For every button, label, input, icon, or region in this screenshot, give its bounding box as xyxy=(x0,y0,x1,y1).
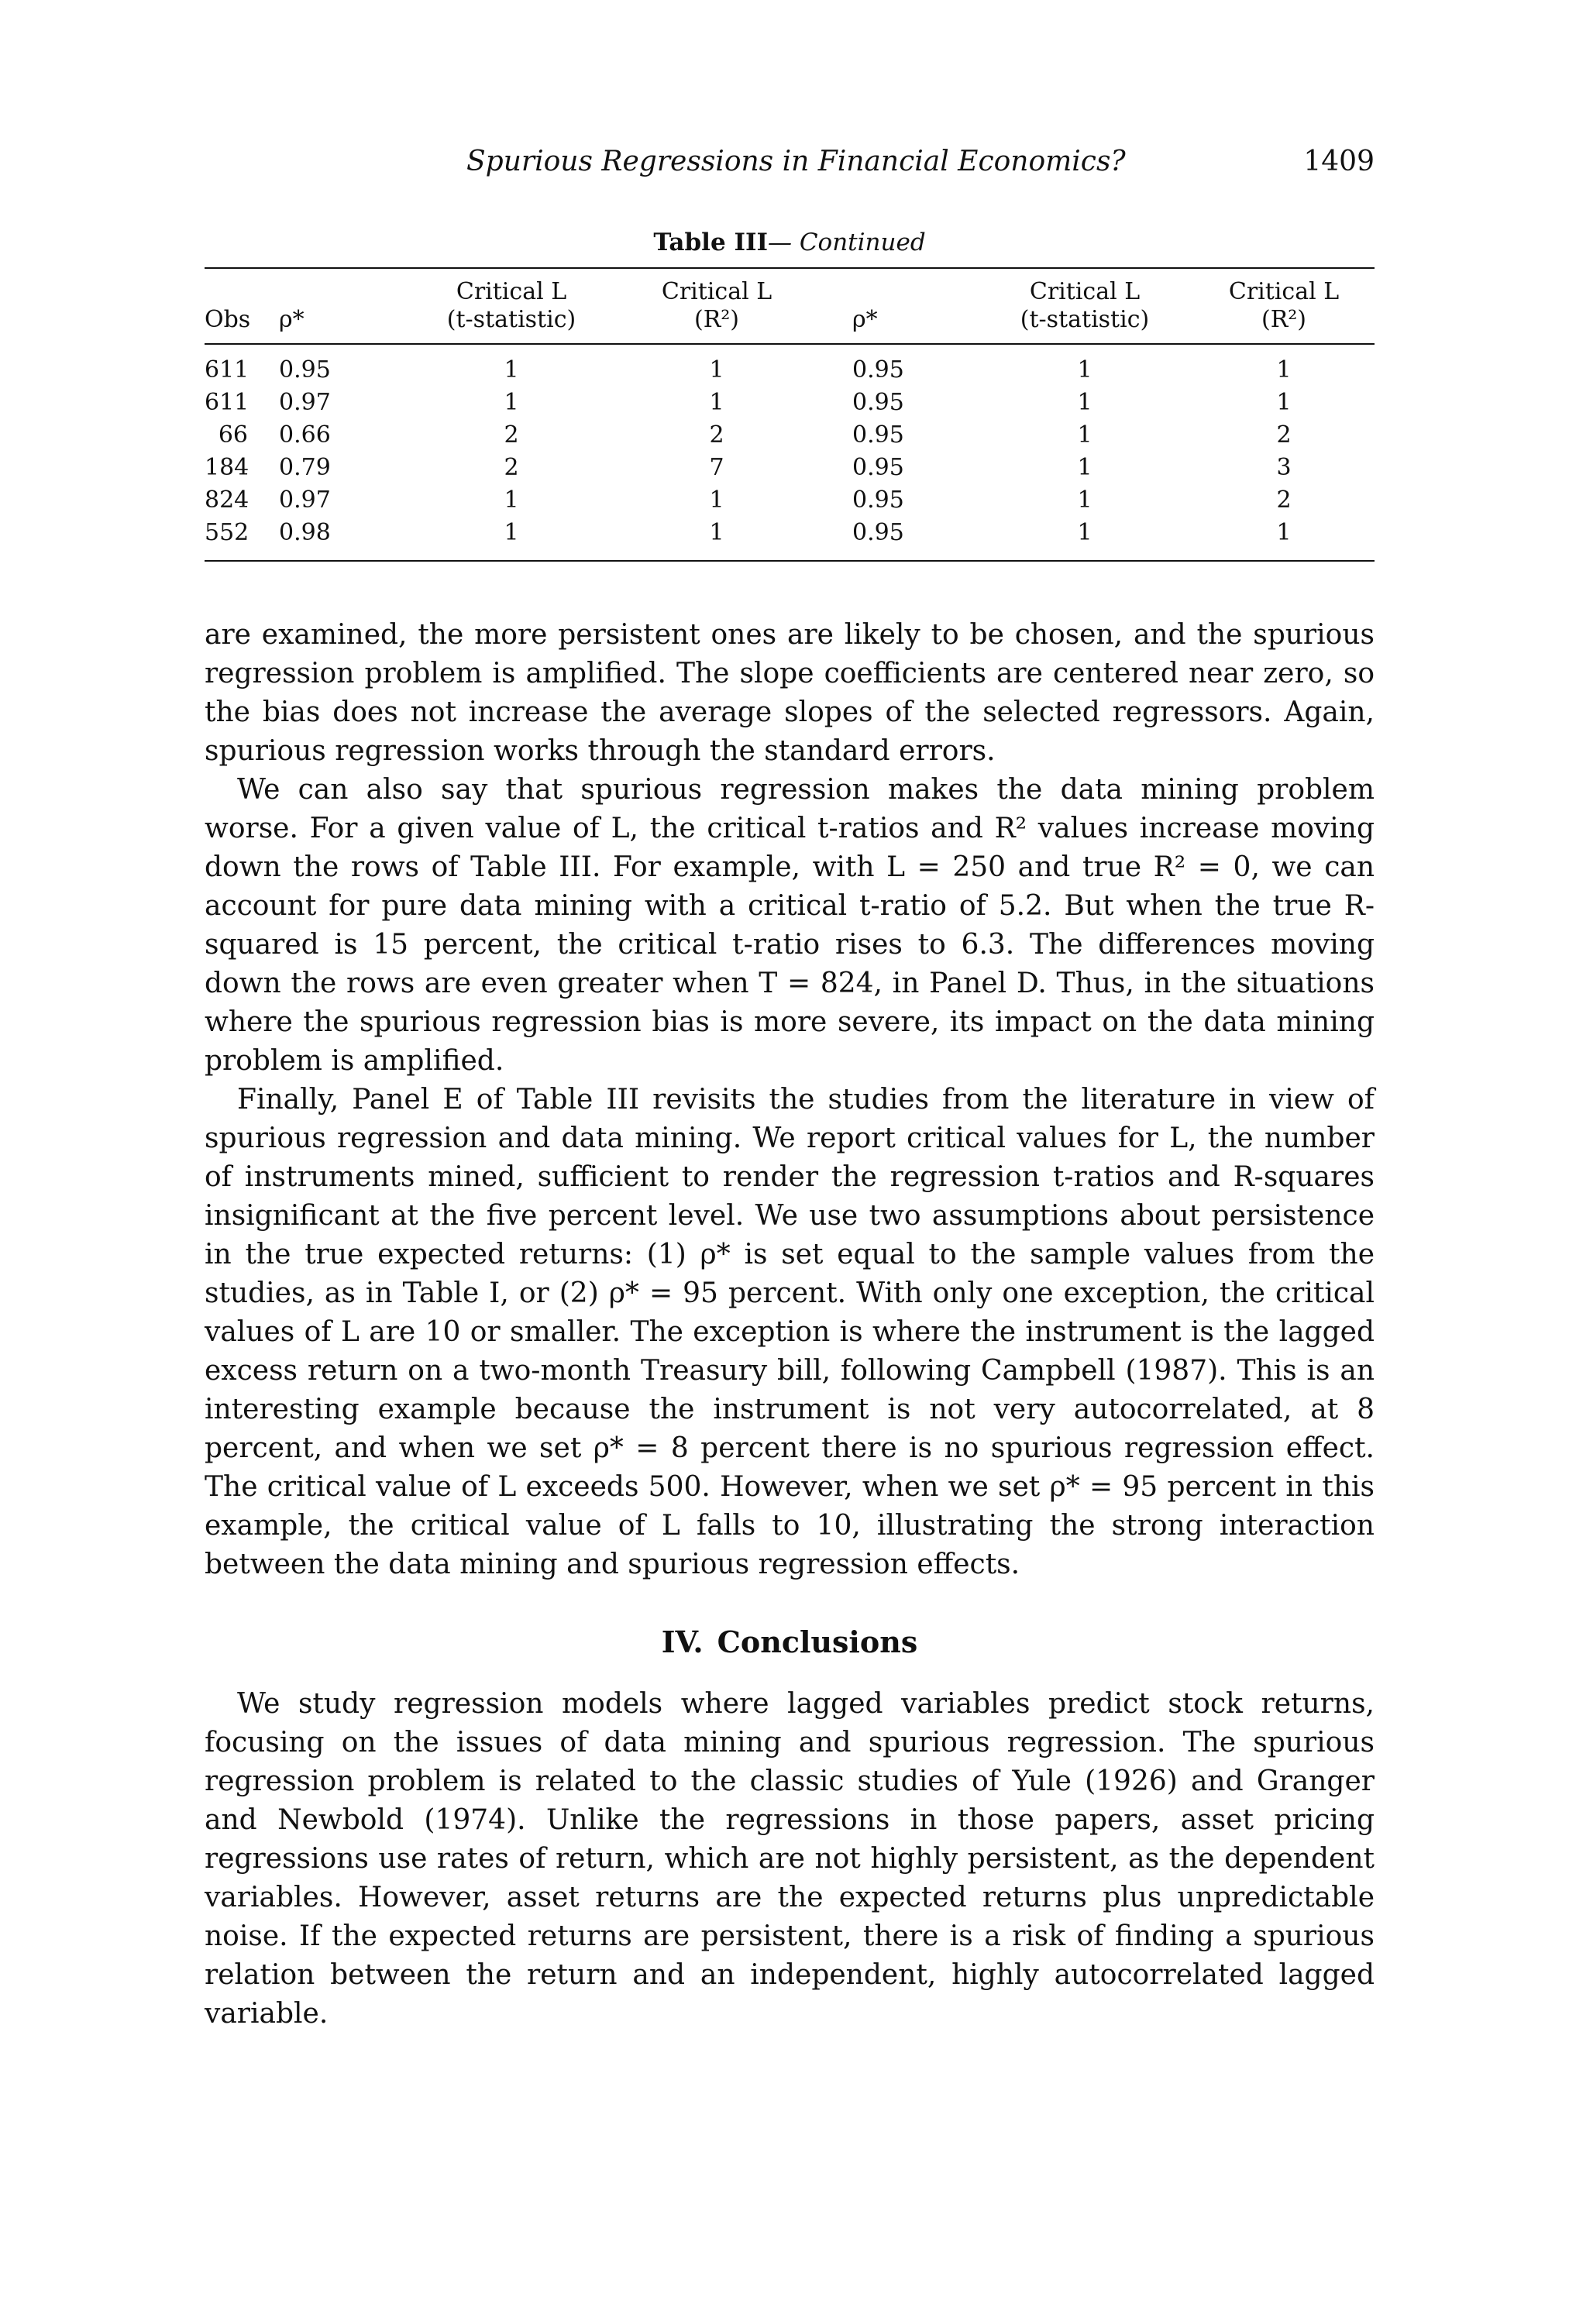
cell-critical-r2-1: 1 xyxy=(709,486,724,514)
col-header-critical-t-1-line2: (t-statistic) xyxy=(446,306,576,333)
page-number: 1409 xyxy=(1303,146,1375,177)
cell-critical-t-1: 1 xyxy=(504,486,519,514)
running-title: Spurious Regressions in Financial Economics? xyxy=(466,146,1126,177)
cell-critical-t-1: 1 xyxy=(504,519,519,546)
cell-critical-r2-2: 1 xyxy=(1276,389,1292,416)
cell-obs: 184 xyxy=(205,454,249,481)
table-row xyxy=(205,517,1375,561)
cell-critical-r2-2: 2 xyxy=(1276,486,1292,514)
section-heading xyxy=(205,1623,1375,1662)
cell-rho-2: 0.95 xyxy=(852,356,904,383)
cell-rho-1: 0.98 xyxy=(279,519,331,546)
table-row xyxy=(205,452,1375,484)
cell-obs: 66 xyxy=(218,421,248,449)
table-row xyxy=(205,344,1375,387)
col-header-critical-t-1-line1: Critical L xyxy=(456,278,567,305)
cell-rho-1: 0.95 xyxy=(279,356,331,383)
cell-rho-2: 0.95 xyxy=(852,519,904,546)
col-header-critical-r2-2-line2: (R²) xyxy=(1261,306,1307,333)
cell-obs: 611 xyxy=(205,356,249,383)
cell-obs: 611 xyxy=(205,389,249,416)
table-iii-continued xyxy=(205,229,1375,562)
section-number: IV. xyxy=(661,1624,704,1659)
cell-critical-r2-1: 2 xyxy=(709,421,724,449)
cell-critical-r2-2: 1 xyxy=(1276,519,1292,546)
table-header-row xyxy=(205,268,1375,344)
cell-critical-t-2: 1 xyxy=(1077,356,1092,383)
col-header-obs: Obs xyxy=(205,306,251,333)
cell-critical-r2-1: 1 xyxy=(709,389,724,416)
col-header-critical-r2-1-line1: Critical L xyxy=(661,278,772,305)
col-header-critical-r2-1 xyxy=(612,268,821,344)
cell-critical-t-2: 1 xyxy=(1077,389,1092,416)
col-header-rho-1: ρ* xyxy=(279,306,305,333)
cell-critical-t-1: 1 xyxy=(504,356,519,383)
cell-rho-1: 0.97 xyxy=(279,486,331,514)
col-header-critical-r2-1-line2: (R²) xyxy=(693,306,740,333)
table-caption-label: Table III xyxy=(653,229,768,256)
paragraph-2: We can also say that spurious regression makes the data mining problem worse. For a given value of L, the critical t-ratios and R² values increase moving down the rows of Table III. For example, with L = 250 and true R² = 0, we can account for pure data mining with a critical t-ratio of 5.2. But when the true R-squared is 15 percent, the critical t-ratio rises to 6.3. The differences moving down the rows are even greater when T = 824, in Panel D. Thus, in the situations where the spurious regression bias is more severe, its impact on the data mining problem is amplified. xyxy=(205,774,1375,1077)
table-row xyxy=(205,387,1375,419)
col-header-critical-t-1 xyxy=(411,268,612,344)
table-caption-continued: — Continued xyxy=(767,229,926,256)
cell-critical-r2-1: 1 xyxy=(709,519,724,546)
body-text xyxy=(205,616,1375,2033)
cell-critical-t-1: 1 xyxy=(504,389,519,416)
cell-critical-t-2: 1 xyxy=(1077,421,1092,449)
cell-critical-t-1: 2 xyxy=(504,421,519,449)
cell-critical-t-2: 1 xyxy=(1077,519,1092,546)
cell-rho-2: 0.95 xyxy=(852,454,904,481)
cell-critical-t-2: 1 xyxy=(1077,454,1092,481)
cell-rho-1: 0.66 xyxy=(279,421,331,449)
cell-critical-r2-1: 7 xyxy=(709,454,724,481)
cell-obs: 552 xyxy=(205,519,249,546)
col-header-critical-t-2-line1: Critical L xyxy=(1029,278,1141,305)
cell-critical-t-2: 1 xyxy=(1077,486,1092,514)
cell-rho-2: 0.95 xyxy=(852,389,904,416)
col-header-rho-2: ρ* xyxy=(852,306,878,333)
cell-rho-1: 0.79 xyxy=(279,454,331,481)
cell-rho-2: 0.95 xyxy=(852,421,904,449)
cell-critical-t-1: 2 xyxy=(504,454,519,481)
table-caption xyxy=(205,229,1375,256)
data-table xyxy=(205,267,1375,562)
paragraph-1: are examined, the more persistent ones are likely to be chosen, and the spurious regression problem is amplified. The slope coefficients are centered near zero, so the bias does not increase the average slopes of the selected regressors. Again, spurious regression works through the standard errors. xyxy=(205,619,1375,767)
col-header-critical-r2-2-line1: Critical L xyxy=(1228,278,1340,305)
section-title: Conclusions xyxy=(717,1624,918,1659)
col-header-critical-r2-2 xyxy=(1193,268,1375,344)
cell-rho-1: 0.97 xyxy=(279,389,331,416)
paragraph-3: Finally, Panel E of Table III revisits the studies from the literature in view of spurious regression and data mining. We report critical values for L, the number of instruments mined, sufficient to render the regression t-ratios and R-squares insignificant at the five percent level. We use two assumptions about persistence in the true expected returns: (1) ρ* is set equal to the sample values from the studies, as in Table I, or (2) ρ* = 95 percent. With only one exception, the critical values of L are 10 or smaller. The exception is where the instrument is the lagged excess return on a two-month Treasury bill, following Campbell (1987). This is an interesting example because the instrument is not very autocorrelated, at 8 percent, and when we set ρ* = 8 percent there is no spurious regression effect. The critical value of L exceeds 500. However, when we set ρ* = 95 percent in this example, the critical value of L falls to 10, illustrating the strong interaction between the data mining and spurious regression effects. xyxy=(205,1084,1375,1580)
cell-obs: 824 xyxy=(205,486,249,514)
cell-critical-r2-2: 2 xyxy=(1276,421,1292,449)
table-row xyxy=(205,419,1375,452)
table-row xyxy=(205,484,1375,517)
running-head xyxy=(205,146,1375,192)
col-header-critical-t-2-line2: (t-statistic) xyxy=(1020,306,1150,333)
cell-critical-r2-1: 1 xyxy=(709,356,724,383)
cell-critical-r2-2: 1 xyxy=(1276,356,1292,383)
col-header-critical-t-2 xyxy=(976,268,1193,344)
conclusions-paragraph-1: We study regression models where lagged variables predict stock returns, focusing on the issues of data mining and spurious regression. The spurious regression problem is related to the classic studies of Yule (1926) and Granger and Newbold (1974). Unlike the regressions in those papers, asset pricing regressions use rates of return, which are not highly persistent, as the dependent variables. However, asset returns are the expected returns plus unpredictable noise. If the expected returns are persistent, there is a risk of finding a spurious relation between the return and an independent, highly autocorrelated lagged variable. xyxy=(205,1688,1375,2030)
cell-critical-r2-2: 3 xyxy=(1276,454,1292,481)
cell-rho-2: 0.95 xyxy=(852,486,904,514)
